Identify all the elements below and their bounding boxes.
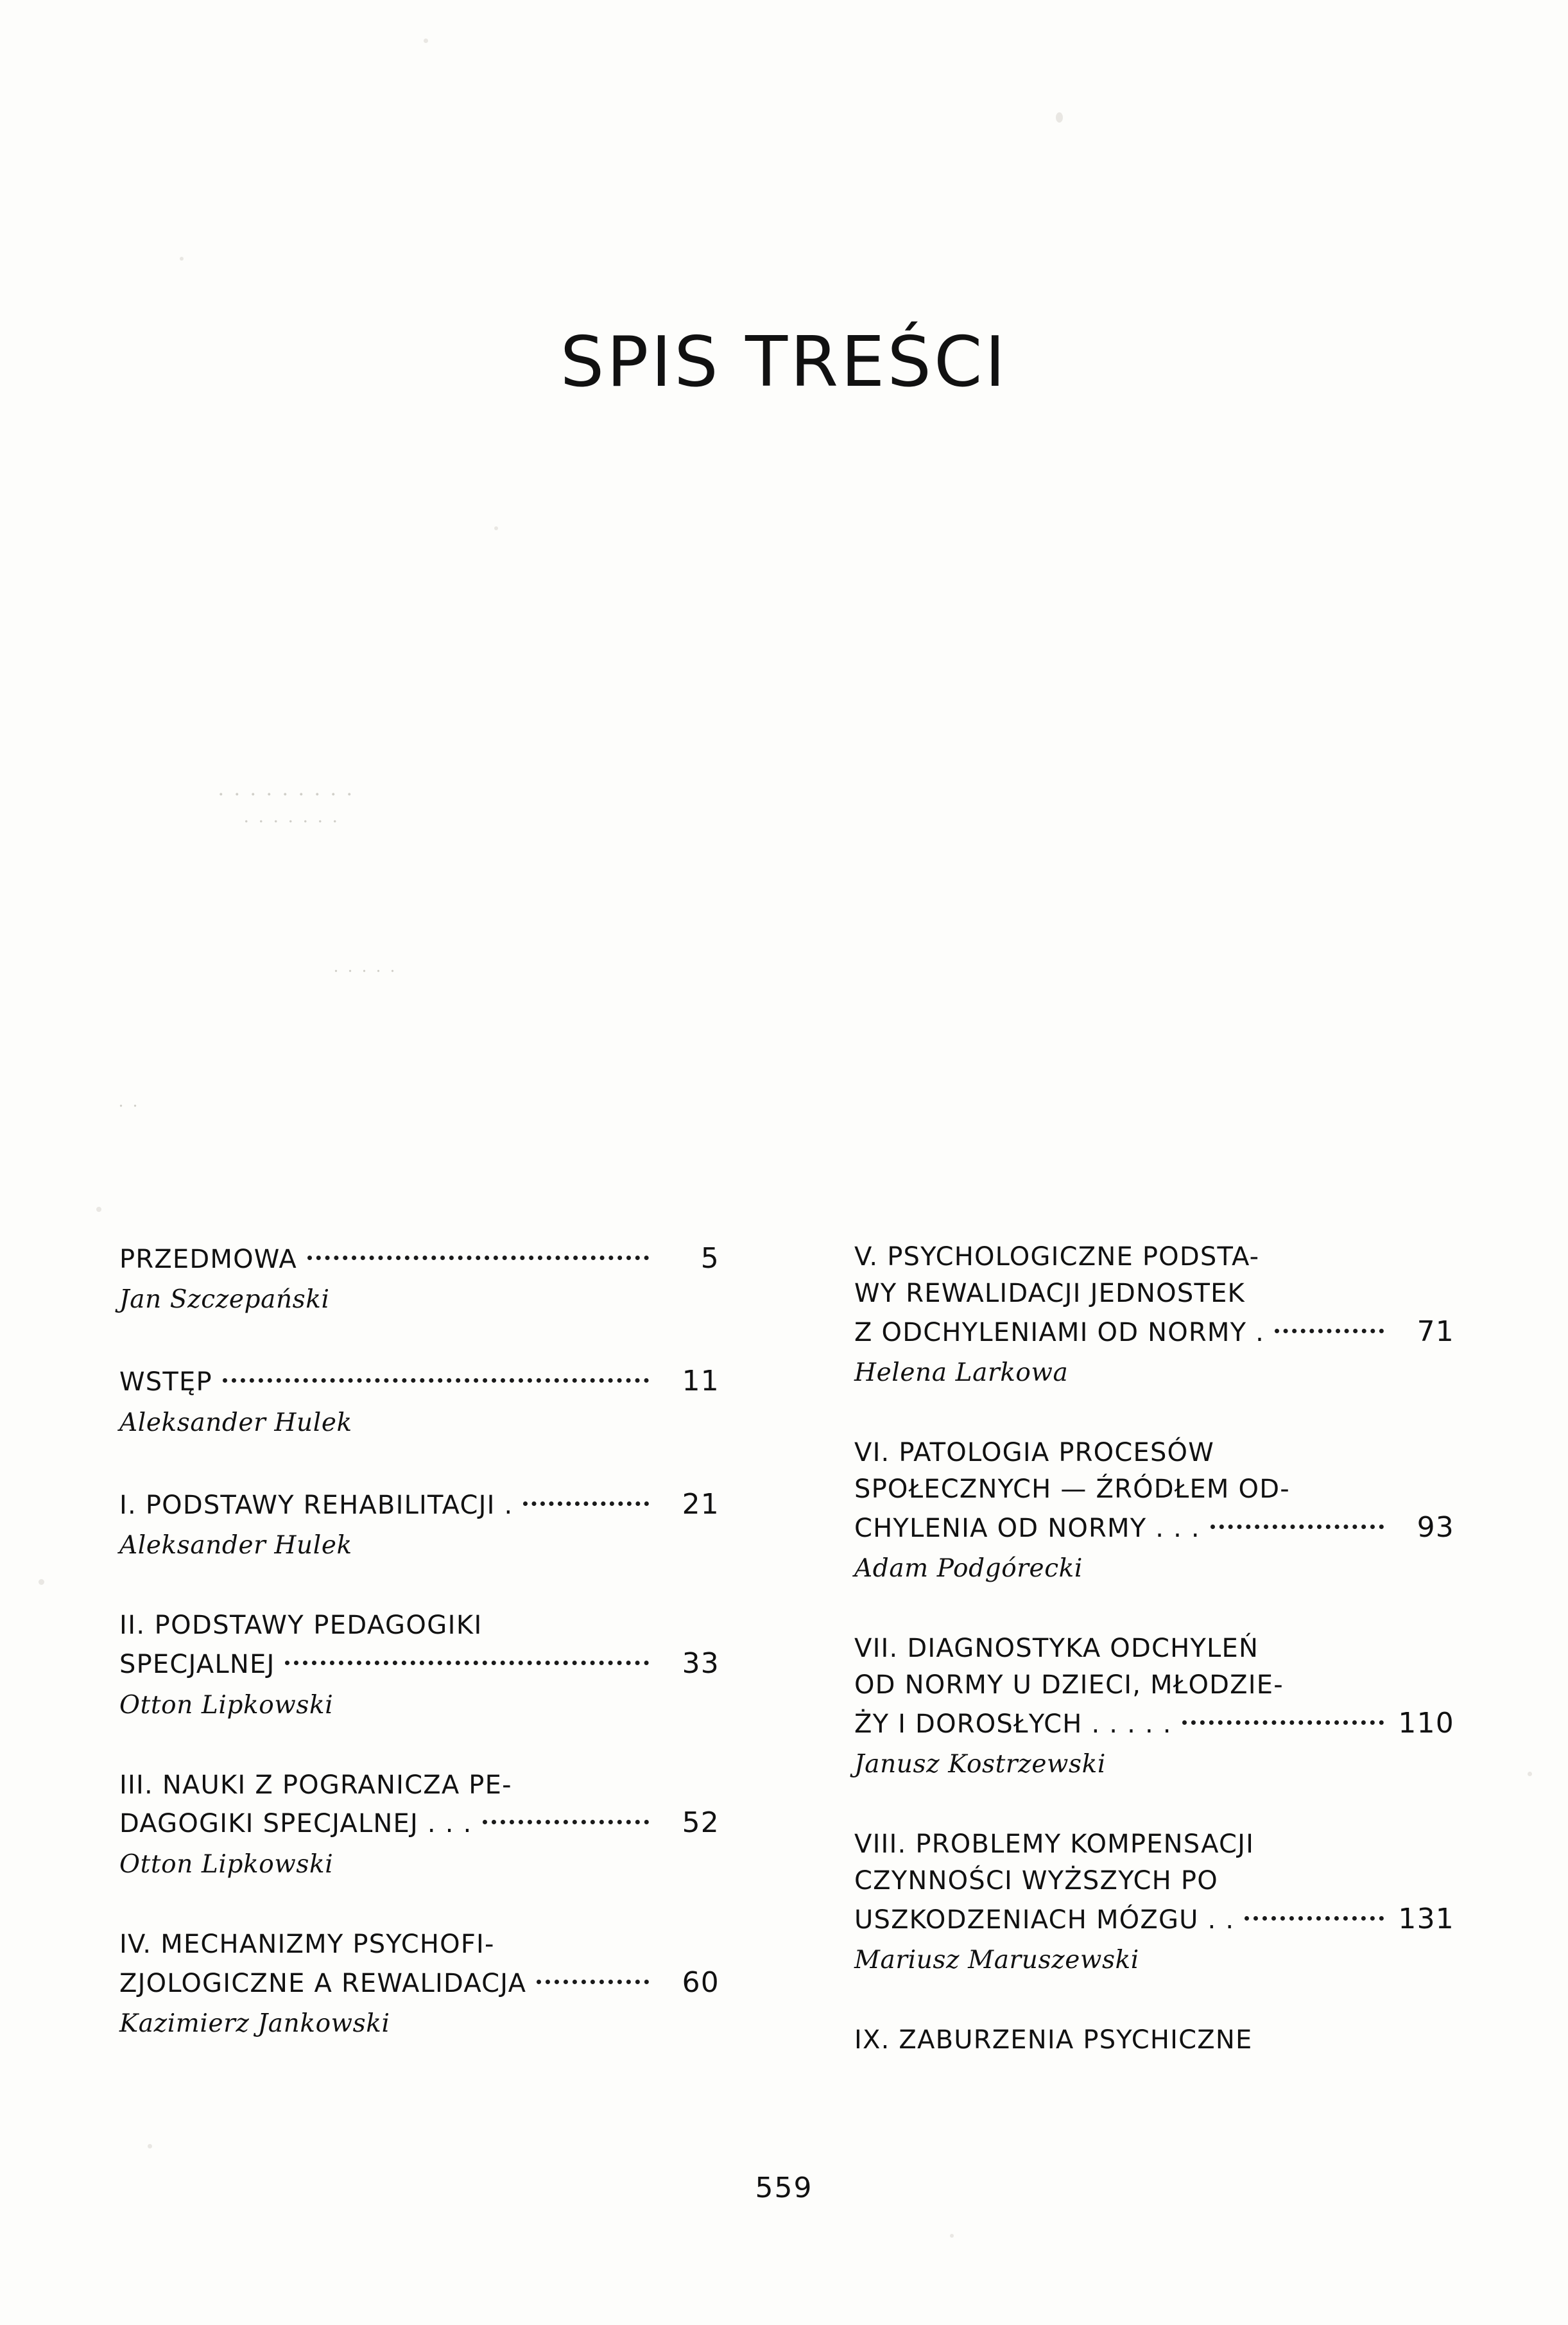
toc-entry[interactable] bbox=[119, 1239, 719, 1314]
scan-artifact-text: . . . . . . . bbox=[244, 806, 340, 827]
toc-entry[interactable] bbox=[854, 1630, 1454, 1779]
toc-column-left bbox=[119, 1239, 719, 2059]
toc-entry-author: Aleksander Hulek bbox=[119, 1408, 352, 1437]
spacer bbox=[1210, 1510, 1384, 1537]
toc-entry-title-line: V. PSYCHOLOGICZNE PODSTA- bbox=[854, 1242, 1260, 1272]
speckle bbox=[1528, 1772, 1532, 1776]
spacer bbox=[1275, 1315, 1384, 1341]
dot-leader bbox=[307, 1241, 649, 1268]
toc-entry[interactable] bbox=[854, 1435, 1454, 1583]
toc-entry-title-line: WY REWALIDACJI JEDNOSTEK bbox=[854, 1278, 1245, 1308]
toc-entry-page: 131 bbox=[1398, 1902, 1454, 1935]
toc-entry-title: PRZEDMOWA bbox=[119, 1245, 297, 1274]
toc-entry-title: I. PODSTAWY REHABILITACJI . bbox=[119, 1490, 513, 1520]
spacer bbox=[483, 1806, 649, 1832]
speckle bbox=[96, 1207, 101, 1212]
speckle bbox=[424, 39, 428, 43]
toc-entry-title-line: OD NORMY U DZIECI, MŁODZIE- bbox=[854, 1670, 1284, 1700]
toc-entry-title-line: USZKODZENIACH MÓZGU . . bbox=[854, 1905, 1235, 1935]
scan-artifact-text: . . . . . bbox=[334, 956, 397, 976]
toc-entry-author: Otton Lipkowski bbox=[119, 1849, 334, 1879]
speckle bbox=[950, 2234, 954, 2238]
toc-entry-title-line: VIII. PROBLEMY KOMPENSACJI bbox=[854, 1829, 1255, 1860]
dot-leader bbox=[223, 1364, 649, 1390]
toc-entry-title-line: CHYLENIA OD NORMY . . . bbox=[854, 1513, 1200, 1543]
scan-artifact-text: . . bbox=[119, 1091, 140, 1111]
speckle bbox=[39, 1579, 44, 1585]
toc-entry-page: 71 bbox=[1417, 1315, 1454, 1348]
toc-entry-page: 21 bbox=[682, 1487, 719, 1521]
toc-entry-title-line: SPECJALNEJ bbox=[119, 1650, 275, 1680]
toc-entry-title-line: SPOŁECZNYCH — ŹRÓDŁEM OD- bbox=[854, 1474, 1290, 1504]
table-of-contents bbox=[119, 1239, 1454, 2059]
toc-entry-page: 110 bbox=[1398, 1706, 1454, 1740]
toc-entry-title-line: Z ODCHYLENIAMI OD NORMY . bbox=[854, 1317, 1265, 1347]
spacer bbox=[1245, 1902, 1384, 1928]
toc-entry-title-line: ŻY I DOROSŁYCH . . . . . bbox=[854, 1709, 1172, 1739]
toc-entry-title-line: ZJOLOGICZNE A REWALIDACJA bbox=[119, 1968, 527, 1998]
page-folio: 559 bbox=[755, 2172, 813, 2204]
toc-entry-title-line: VII. DIAGNOSTYKA ODCHYLEŃ bbox=[854, 1634, 1259, 1664]
toc-entry-page: 52 bbox=[682, 1806, 719, 1840]
toc-entry-author: Adam Podgórecki bbox=[854, 1554, 1083, 1584]
toc-entry-page: 93 bbox=[1417, 1510, 1454, 1544]
toc-entry-title-line: DAGOGIKI SPECJALNEJ . . . bbox=[119, 1809, 472, 1839]
toc-entry-title-line: II. PODSTAWY PEDAGOGIKI bbox=[119, 1611, 483, 1641]
speckle bbox=[180, 257, 184, 261]
toc-entry-title-line: VI. PATOLOGIA PROCESÓW bbox=[854, 1438, 1214, 1468]
toc-entry-page: 60 bbox=[682, 1966, 719, 1999]
toc-entry[interactable] bbox=[119, 1767, 719, 1879]
toc-entry[interactable] bbox=[854, 1239, 1454, 1387]
toc-entry-page: 5 bbox=[700, 1242, 719, 1275]
toc-entry-author: Kazimierz Jankowski bbox=[119, 2009, 390, 2039]
scan-artifact-text: . . . . . . . . . bbox=[218, 777, 355, 800]
toc-entry[interactable] bbox=[119, 1361, 719, 1437]
toc-entry-title-line: IV. MECHANIZMY PSYCHOFI- bbox=[119, 1929, 495, 1959]
toc-entry-author: Otton Lipkowski bbox=[119, 1690, 334, 1720]
toc-entry[interactable] bbox=[119, 1926, 719, 2038]
toc-entry-title-line: CZYNNOŚCI WYŻSZYCH PO bbox=[854, 1865, 1218, 1896]
toc-entry-page: 33 bbox=[682, 1647, 719, 1681]
toc-column-right bbox=[854, 1239, 1454, 2059]
toc-entry[interactable] bbox=[854, 2022, 1454, 2059]
spacer bbox=[1182, 1706, 1384, 1733]
toc-entry-author: Janusz Kostrzewski bbox=[854, 1750, 1106, 1779]
toc-entry-author: Mariusz Maruszewski bbox=[854, 1946, 1139, 1975]
spacer bbox=[523, 1487, 649, 1514]
toc-entry[interactable] bbox=[854, 1826, 1454, 1975]
spacer bbox=[537, 1966, 649, 1992]
toc-entry[interactable] bbox=[119, 1607, 719, 1719]
toc-entry[interactable] bbox=[119, 1485, 719, 1560]
toc-entry-title: WSTĘP bbox=[119, 1367, 212, 1397]
toc-entry-author: Helena Larkowa bbox=[854, 1358, 1069, 1388]
page-title: SPIS TREŚCI bbox=[560, 322, 1008, 403]
toc-entry-title-line: IX. ZABURZENIA PSYCHICZNE bbox=[854, 2025, 1253, 2055]
speckle bbox=[494, 526, 498, 530]
dot-leader bbox=[285, 1647, 649, 1673]
speckle bbox=[148, 2144, 152, 2148]
toc-entry-author: Jan Szczepański bbox=[119, 1285, 330, 1315]
speckle bbox=[1056, 112, 1063, 123]
toc-entry-page: 11 bbox=[682, 1365, 719, 1398]
toc-entry-title-line: III. NAUKI Z POGRANICZA PE- bbox=[119, 1770, 512, 1800]
toc-entry-author: Aleksander Hulek bbox=[119, 1531, 352, 1560]
